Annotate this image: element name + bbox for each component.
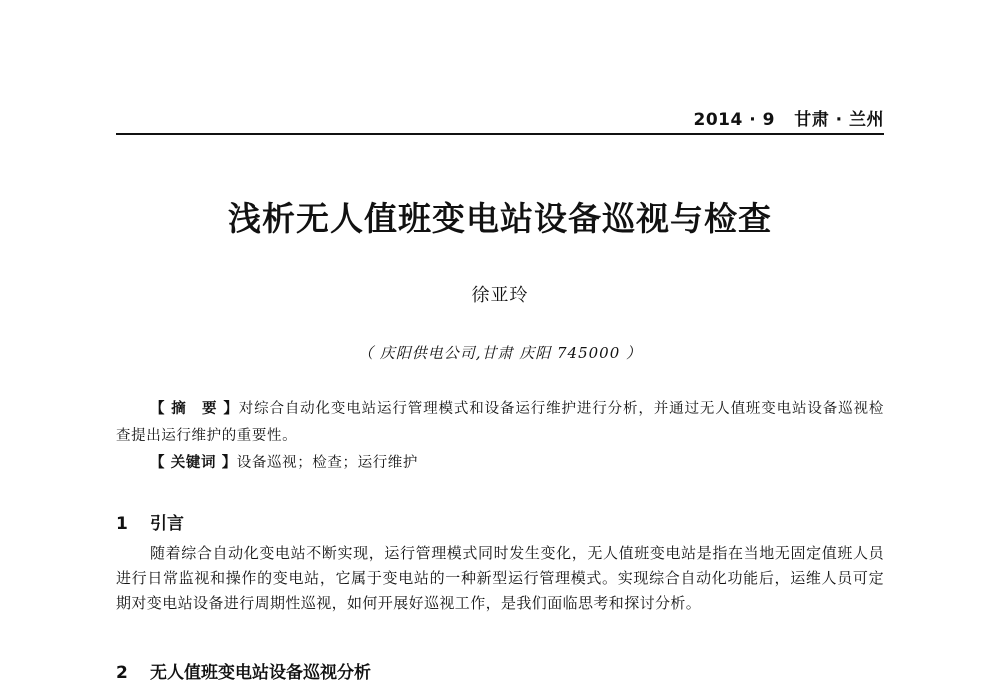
header-date: 2014 · 9 [693, 110, 775, 130]
section-number: 2 [116, 663, 128, 683]
abstract-label: 【 摘 要 】 [150, 401, 239, 417]
keywords [150, 450, 884, 477]
abstract-text: 对综合自动化变电站运行管理模式和设备运行维护进行分析，并通过无人值班变电站设备巡视检查提出运行维护的重要性。 [116, 401, 885, 444]
section-number: 1 [116, 514, 128, 534]
header-location: 甘肃 · 兰州 [794, 110, 884, 130]
section-title: 引言 [150, 514, 184, 534]
section-heading-2 [116, 658, 884, 683]
section-title: 无人值班变电站设备巡视分析 [150, 663, 371, 683]
paper-title: 浅析无人值班变电站设备巡视与检查 [228, 199, 772, 238]
section-heading-1 [116, 509, 884, 534]
header-rule [116, 133, 884, 135]
author-affiliation: （ 庆阳供电公司,甘肃 庆阳 745000 ） [357, 344, 643, 362]
journal-header [0, 105, 884, 130]
keywords-label: 【 关键词 】 [150, 455, 237, 471]
abstract [116, 396, 884, 450]
keywords-text: 设备巡视；检查；运行维护 [236, 455, 418, 471]
section-1-paragraph: 随着综合自动化变电站不断实现，运行管理模式同时发生变化，无人值班变电站是指在当地无固定值班人员进行日常监视和操作的变电站，它属于变电站的一种新型运行管理模式。实现综合自动化功能后，运维人员可定期对变电站设备进行周期性巡视，如何开展好巡视工作，是我们面临思考和探讨分析。 [116, 544, 884, 612]
author-name: 徐亚玲 [471, 285, 529, 306]
